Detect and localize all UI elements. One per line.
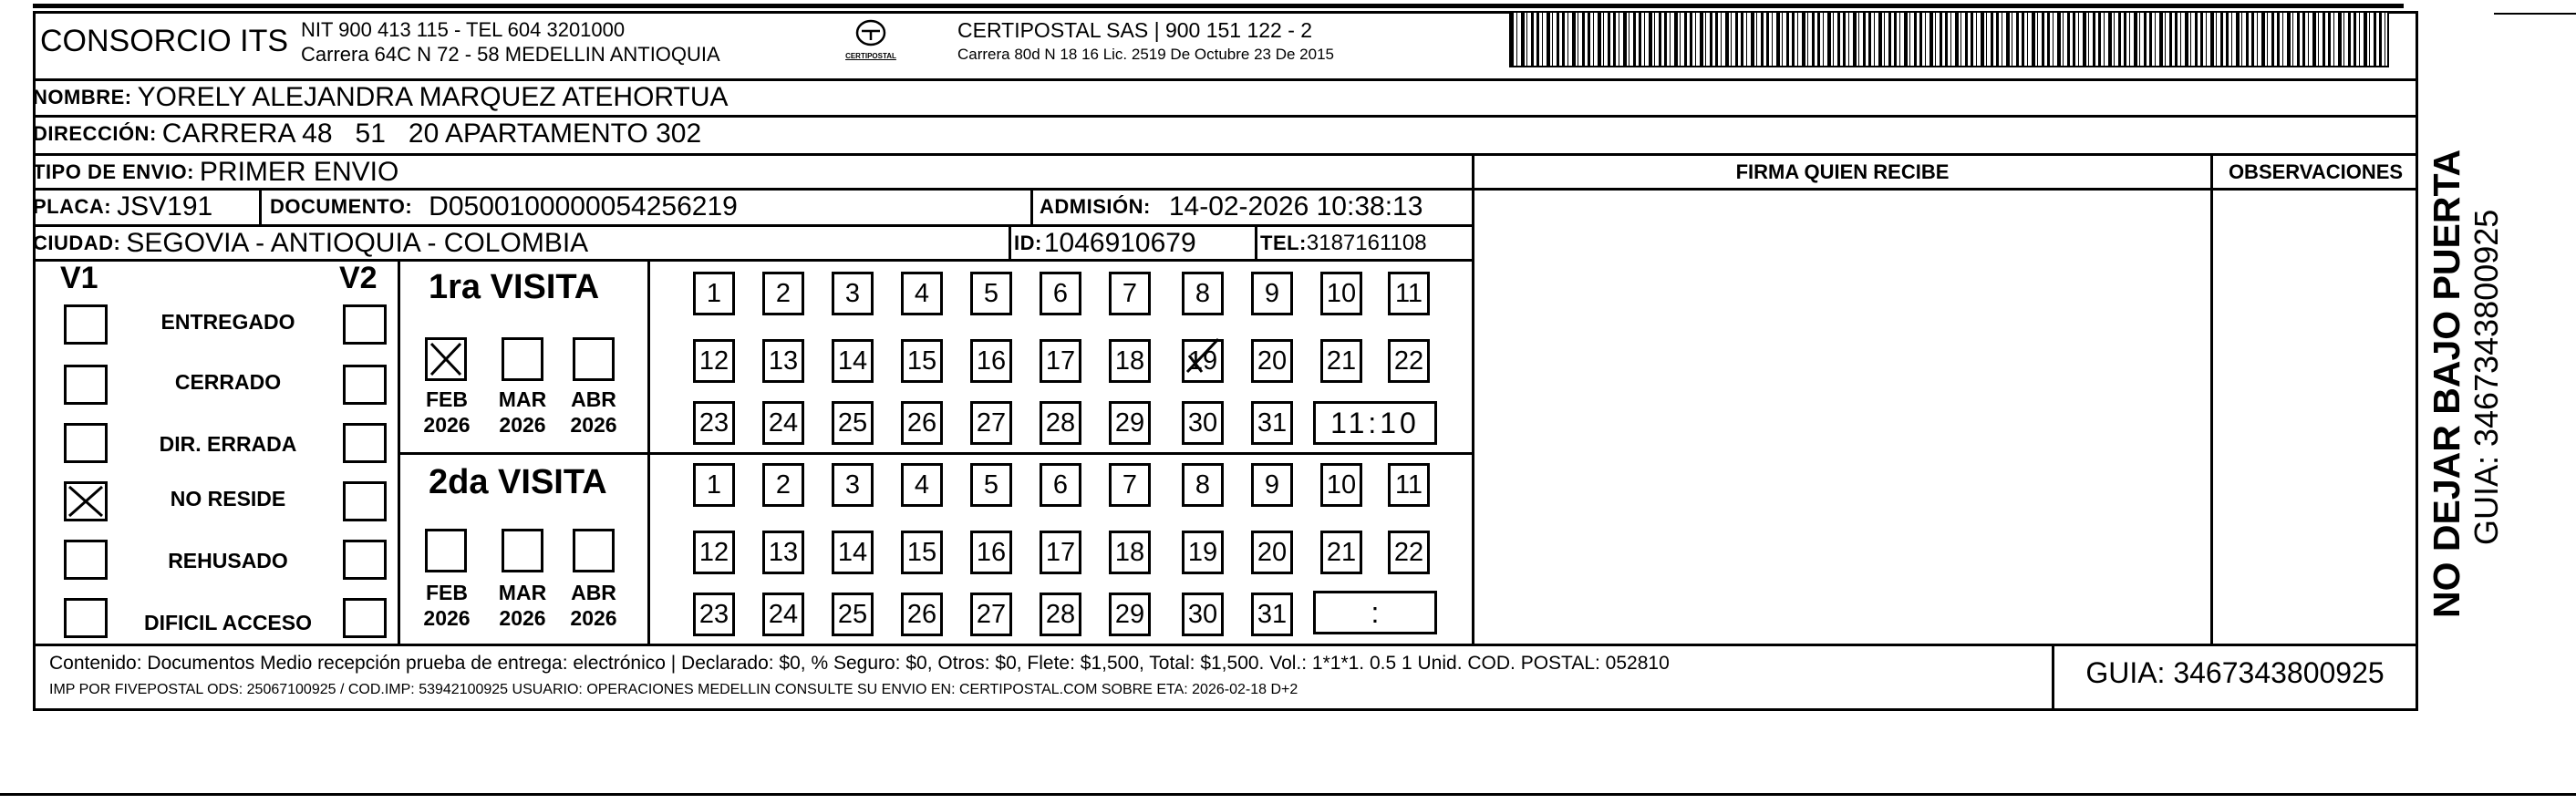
type-label: TIPO DE ENVIO: — [33, 160, 194, 183]
v2-checkbox-rehusado[interactable] — [343, 540, 387, 580]
v2-checkbox-cerrado[interactable] — [343, 365, 387, 405]
visit2-day-9[interactable]: 9 — [1251, 463, 1293, 507]
plate-label: PLACA: — [33, 195, 112, 218]
visit1-day-11[interactable]: 11 — [1388, 272, 1430, 315]
visit2-day-15[interactable]: 15 — [901, 531, 943, 574]
visit2-month-feb-checkbox[interactable] — [425, 529, 467, 572]
v2-label: V2 — [339, 261, 378, 295]
shipment-type: PRIMER ENVIO — [199, 157, 399, 187]
visit1-day-23[interactable]: 23 — [693, 401, 735, 445]
visit1-day-4[interactable]: 4 — [901, 272, 943, 315]
side-warning: NO DEJAR BAJO PUERTA — [2426, 149, 2467, 618]
document-row — [270, 191, 738, 222]
footer-content: Contenido: Documentos Medio recepción prueba de entrega: electrónico | Declarado: $0, % Seguro: $0, Otros: $0, Flete: $1,500, Total: $1,500. Vol.: 1*1*1. 0.5 1 Unid. COD. POSTAL: 052810 — [49, 653, 1670, 674]
visit2-day-13[interactable]: 13 — [762, 531, 804, 574]
admission-row — [1040, 191, 1422, 222]
visit2-day-17[interactable]: 17 — [1040, 531, 1081, 574]
v1-checkbox-dificil-acceso[interactable] — [64, 598, 108, 638]
visit1-marked-day-icon — [1182, 335, 1224, 377]
type-row — [33, 157, 398, 188]
carrier-name: CERTIPOSTAL SAS | 900 151 122 - 2 — [957, 18, 1313, 42]
status-label-no-reside: NO RESIDE — [170, 487, 286, 510]
visit2-day-23[interactable]: 23 — [693, 593, 735, 636]
logo-text: CERTIPOSTAL — [845, 52, 896, 60]
visit1-day-30[interactable]: 30 — [1182, 401, 1224, 445]
visit1-day-20[interactable]: 20 — [1251, 339, 1293, 383]
city-label: CIUDAD: — [33, 232, 121, 254]
visit1-day-8[interactable]: 8 — [1182, 272, 1224, 315]
bottom-border — [0, 793, 2576, 796]
visit2-title: 2da VISITA — [429, 463, 607, 501]
visit1-day-19[interactable]: 19 — [1182, 339, 1224, 383]
visit2-month-mar-checkbox[interactable] — [502, 529, 543, 572]
visit2-month-abr-checkbox[interactable] — [573, 529, 615, 572]
v2-checkbox-entregado[interactable] — [343, 304, 387, 345]
checkmark-x-icon — [428, 340, 464, 378]
address-label: DIRECCIÓN: — [33, 122, 157, 145]
visit2-day-10[interactable]: 10 — [1320, 463, 1362, 507]
visit1-time-field[interactable]: 11:10 — [1313, 401, 1437, 445]
visit2-day-4[interactable]: 4 — [901, 463, 943, 507]
plate-value: JSV191 — [117, 191, 213, 222]
v2-checkbox-no-reside[interactable] — [343, 481, 387, 521]
visit2-day-6[interactable]: 6 — [1040, 463, 1081, 507]
visit1-title: 1ra VISITA — [429, 268, 600, 306]
visit1-day-24[interactable]: 24 — [762, 401, 804, 445]
v1-checkbox-no-reside[interactable] — [64, 481, 108, 521]
plate-row — [33, 191, 212, 222]
visit2-day-26[interactable]: 26 — [901, 593, 943, 636]
visit1-day-18[interactable]: 18 — [1109, 339, 1151, 383]
city-value: SEGOVIA - ANTIOQUIA - COLOMBIA — [126, 228, 589, 258]
v1-label: V1 — [60, 261, 98, 295]
footer-divider — [33, 644, 2418, 646]
header-divider — [33, 78, 2418, 81]
tel-row — [1260, 228, 1427, 259]
document-label: DOCUMENTO: — [270, 195, 413, 218]
name-label: NOMBRE: — [33, 86, 132, 108]
visit2-day-1[interactable]: 1 — [693, 463, 735, 507]
status-label-dificil-acceso: DIFICIL ACCESO — [143, 611, 312, 634]
plate-divider — [259, 188, 262, 224]
visit1-day-3[interactable]: 3 — [832, 272, 874, 315]
visit2-day-2[interactable]: 2 — [762, 463, 804, 507]
visit2-day-8[interactable]: 8 — [1182, 463, 1224, 507]
visit2-day-25[interactable]: 25 — [832, 593, 874, 636]
visit2-day-20[interactable]: 20 — [1251, 531, 1293, 574]
visit2-day-27[interactable]: 27 — [970, 593, 1012, 636]
certipostal-logo — [834, 18, 907, 66]
visit1-day-16[interactable]: 16 — [970, 339, 1012, 383]
status-label-cerrado: CERRADO — [174, 370, 282, 394]
v1-checkbox-dir-errada[interactable] — [64, 423, 108, 463]
tel-divider — [1255, 224, 1257, 259]
signature-header: FIRMA QUIEN RECIBE — [1735, 160, 1950, 183]
status-label-rehusado: REHUSADO — [168, 549, 288, 572]
visit2-time-field[interactable]: : — [1313, 591, 1437, 634]
visit2-day-29[interactable]: 29 — [1109, 593, 1151, 636]
barcode — [1509, 11, 2389, 67]
visit1-day-5[interactable]: 5 — [970, 272, 1012, 315]
visit1-month-mar: MAR 2026 — [498, 387, 547, 437]
visit2-day-7[interactable]: 7 — [1109, 463, 1151, 507]
top-right-rule — [2494, 13, 2576, 15]
visit2-day-19[interactable]: 19 — [1182, 531, 1224, 574]
carrier-address: Carrera 80d N 18 16 Lic. 2519 De Octubre 23 De 2015 — [957, 46, 1334, 63]
visit2-day-16[interactable]: 16 — [970, 531, 1012, 574]
visit1-day-17[interactable]: 17 — [1040, 339, 1081, 383]
status-label-entregado: ENTREGADO — [160, 310, 295, 334]
status-label-dir-errada: DIR. ERRADA — [159, 432, 297, 456]
recipient-name: YORELY ALEJANDRA MARQUEZ ATEHORTUA — [137, 82, 729, 112]
visit1-day-27[interactable]: 27 — [970, 401, 1012, 445]
visit1-day-9[interactable]: 9 — [1251, 272, 1293, 315]
visit2-day-14[interactable]: 14 — [832, 531, 874, 574]
row-rule-2 — [33, 153, 2418, 156]
visit1-day-13[interactable]: 13 — [762, 339, 804, 383]
id-row — [1014, 228, 1196, 259]
visit1-day-25[interactable]: 25 — [832, 401, 874, 445]
tel-value: 3187161108 — [1306, 231, 1427, 255]
v2-checkbox-dificil-acceso[interactable] — [343, 598, 387, 638]
visit1-day-6[interactable]: 6 — [1040, 272, 1081, 315]
visit1-day-28[interactable]: 28 — [1040, 401, 1081, 445]
v2-checkbox-dir-errada[interactable] — [343, 423, 387, 463]
city-row — [33, 228, 588, 259]
company-nit: NIT 900 413 115 - TEL 604 3201000 — [301, 18, 626, 41]
visit-separator — [398, 452, 1474, 455]
footer-guia: GUIA: 3467343800925 — [2085, 656, 2385, 689]
visit2-day-12[interactable]: 12 — [693, 531, 735, 574]
visit1-month-abr: ABR 2026 — [570, 387, 617, 437]
visit2-day-31[interactable]: 31 — [1251, 593, 1293, 636]
document-value: D0500100000054256219 — [429, 191, 738, 222]
visit2-day-30[interactable]: 30 — [1182, 593, 1224, 636]
address-row — [33, 119, 701, 149]
visit2-day-3[interactable]: 3 — [832, 463, 874, 507]
id-divider — [1009, 224, 1011, 259]
visit1-month-mar-checkbox[interactable] — [502, 337, 543, 381]
signature-area[interactable] — [1474, 188, 2210, 645]
v1-checkbox-entregado[interactable] — [64, 304, 108, 345]
visit1-day-10[interactable]: 10 — [1320, 272, 1362, 315]
observations-header: OBSERVACIONES — [2228, 160, 2404, 183]
visit1-day-7[interactable]: 7 — [1109, 272, 1151, 315]
visit1-day-2[interactable]: 2 — [762, 272, 804, 315]
visit1-day-31[interactable]: 31 — [1251, 401, 1293, 445]
visit1-day-21[interactable]: 21 — [1320, 339, 1362, 383]
name-row — [33, 82, 729, 113]
visit2-month-abr: ABR 2026 — [570, 581, 617, 630]
v1-checkbox-cerrado[interactable] — [64, 365, 108, 405]
side-guia: GUIA: 3467343800925 — [2467, 209, 2505, 545]
row-rule-4 — [33, 224, 1474, 227]
company-address: Carrera 64C N 72 - 58 MEDELLIN ANTIOQUIA — [301, 43, 720, 66]
visit1-day-1[interactable]: 1 — [693, 272, 735, 315]
visit1-day-12[interactable]: 12 — [693, 339, 735, 383]
visit2-day-21[interactable]: 21 — [1320, 531, 1362, 574]
visit1-month-feb-checkbox[interactable] — [425, 337, 467, 381]
visit1-day-29[interactable]: 29 — [1109, 401, 1151, 445]
visit2-day-11[interactable]: 11 — [1388, 463, 1430, 507]
visit2-month-mar: MAR 2026 — [498, 581, 547, 630]
visit1-day-15[interactable]: 15 — [901, 339, 943, 383]
visit1-day-14[interactable]: 14 — [832, 339, 874, 383]
id-label: ID: — [1014, 232, 1042, 254]
id-value: 1046910679 — [1043, 228, 1196, 258]
logo-icon — [851, 18, 891, 47]
visit2-day-28[interactable]: 28 — [1040, 593, 1081, 636]
visit1-day-26[interactable]: 26 — [901, 401, 943, 445]
visit1-month-feb: FEB 2026 — [423, 387, 471, 437]
row-rule-5 — [33, 259, 1474, 262]
recipient-address: CARRERA 48 51 20 APARTAMENTO 302 — [161, 119, 702, 149]
company-name: CONSORCIO ITS — [40, 24, 289, 58]
visit1-day-22[interactable]: 22 — [1388, 339, 1430, 383]
visit1-month-abr-checkbox[interactable] — [573, 337, 615, 381]
top-border — [33, 4, 2404, 8]
admission-label: ADMISIÓN: — [1040, 195, 1151, 218]
visit2-day-5[interactable]: 5 — [970, 463, 1012, 507]
visit2-month-feb: FEB 2026 — [423, 581, 471, 630]
checkmark-x-icon — [67, 484, 105, 519]
tel-label: TEL: — [1260, 232, 1307, 254]
row-rule-1 — [33, 115, 2418, 118]
visit2-day-22[interactable]: 22 — [1388, 531, 1430, 574]
visit2-day-18[interactable]: 18 — [1109, 531, 1151, 574]
observations-area[interactable] — [2213, 188, 2418, 645]
admission-value: 14-02-2026 10:38:13 — [1168, 191, 1423, 222]
v1-checkbox-rehusado[interactable] — [64, 540, 108, 580]
admission-divider — [1030, 188, 1033, 224]
visit2-day-24[interactable]: 24 — [762, 593, 804, 636]
footer-imp: IMP POR FIVEPOSTAL ODS: 25067100925 / COD.IMP: 53942100925 USUARIO: OPERACIONES MEDELLIN CONSULTE SU ENVIO EN: CERTIPOSTAL.COM SOBRE ETA: 2026-02-18 D+2 — [49, 682, 1298, 697]
